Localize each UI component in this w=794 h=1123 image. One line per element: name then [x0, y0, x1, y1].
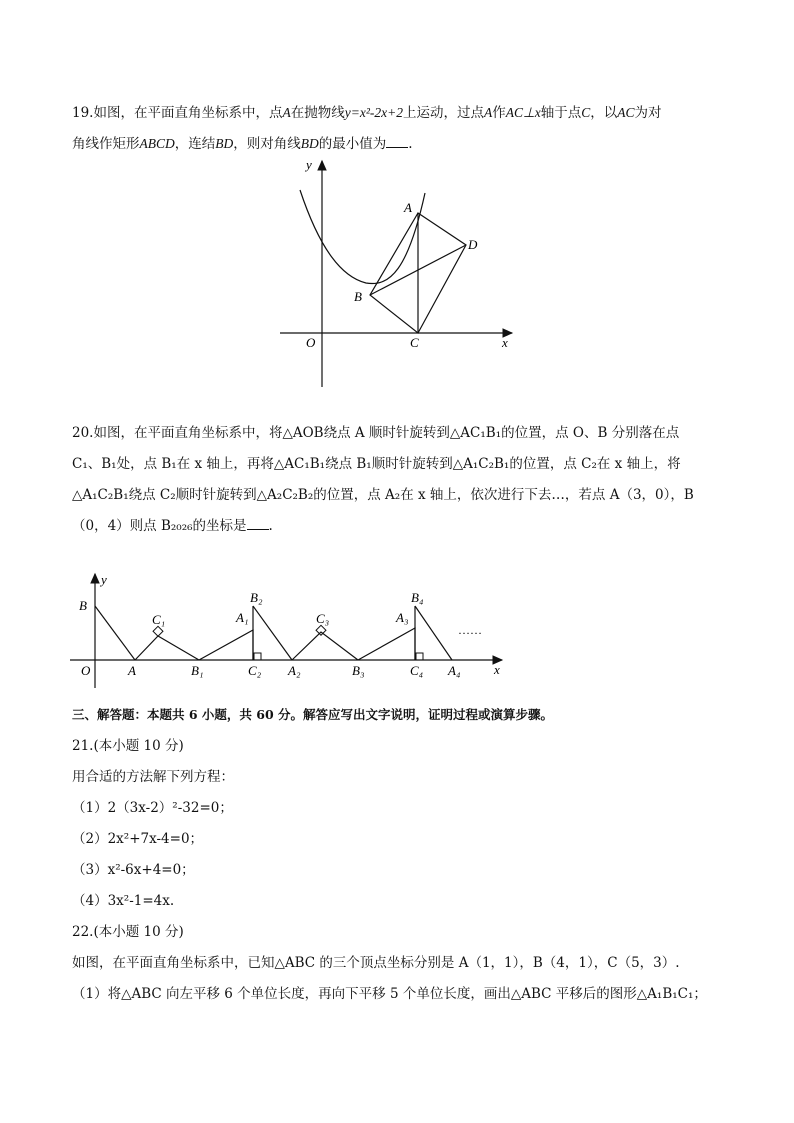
q21-item-3: （3）x²-6x+4=0； — [72, 862, 195, 878]
text: . — [268, 518, 273, 534]
q20-line-1: 20.如图，在平面直角坐标系中，将△AOB绕点 A 顺时针旋转到△AC₁B₁的位置，点 O、B 分别落在点 — [72, 425, 680, 441]
point-b2-label: B₂ — [250, 590, 263, 605]
q19-number: 19. — [72, 105, 94, 121]
right-angle-c3 — [316, 625, 326, 635]
section-3-heading: 三、解答题：本题共 6 小题，共 60 分。解答应写出文字说明，证明过程或演算步骤。 — [72, 707, 554, 722]
q20-figure — [70, 568, 510, 690]
point-a3-label: A₃ — [396, 610, 409, 625]
q22-line-1: 如图，在平面直角坐标系中，已知△ABC 的三个顶点坐标分别是 A（1，1），B（4，1），C（5，3）. — [72, 955, 680, 971]
point-c1-label: C₁ — [152, 612, 166, 627]
text: （0，4）则点 B₂₀₂₆的坐标是 — [72, 518, 247, 534]
q21-item-2: （2）2x²+7x-4=0； — [72, 831, 204, 847]
point-a4-label: A₄ — [448, 663, 461, 678]
triangle-ac1b1 — [135, 636, 199, 660]
text: 如图，在平面直角坐标系中，点 — [93, 105, 283, 121]
text: 角线作矩形 — [72, 136, 140, 152]
text: ，以 — [590, 105, 618, 121]
right-angle-c2 — [254, 653, 261, 660]
text: ，连结 — [174, 136, 216, 152]
text: . — [408, 136, 413, 152]
q19-line-1 — [72, 104, 662, 122]
text: 的最小值为 — [318, 136, 387, 152]
q22-line-2: （1）将△ABC 向左平移 6 个单位长度，再向下平移 5 个单位长度，画出△ABC 平移后的图形△A₁B₁C₁； — [72, 986, 707, 1002]
q19-line-2 — [72, 135, 413, 153]
triangle-a4c4b4 — [415, 606, 452, 660]
point-c4-label: C₄ — [410, 663, 424, 678]
q21-intro: 用合适的方法解下列方程： — [72, 769, 234, 785]
point-b3-label: B₃ — [352, 663, 365, 678]
segment-label: BD — [300, 136, 319, 151]
point-a-label: A — [128, 663, 136, 678]
point-c2-label: C₂ — [248, 663, 262, 678]
text: ，则对角线 — [233, 136, 301, 152]
triangle-a2c3b3 — [292, 632, 358, 660]
triangle-a3c4b3 — [358, 628, 415, 660]
continuation-dots: …… — [458, 623, 482, 637]
text: 为对 — [634, 105, 662, 121]
perpendicular-label: AC⊥x — [505, 105, 541, 120]
text: 作 — [492, 105, 506, 121]
origin-label: O — [81, 663, 91, 678]
point-d-label: D — [468, 237, 478, 252]
x-axis-label: x — [494, 662, 500, 677]
answer-blank — [247, 517, 269, 530]
q20-line-3: △A₁C₂B₁绕点 C₂顺时针旋转到△A₂C₂B₂的位置，点 A₂在 x 轴上，依次进行下去…，若点 A（3，0），B — [72, 487, 694, 503]
y-axis-label: y — [306, 157, 312, 172]
q20-line-4 — [72, 517, 273, 535]
text: 在抛物线 — [290, 105, 345, 121]
point-label: A — [282, 105, 291, 120]
text: 轴于点 — [540, 105, 582, 121]
y-axis-label: y — [101, 572, 107, 587]
segment-label: BD — [215, 136, 234, 151]
origin-label: O — [306, 335, 316, 350]
right-angle-c1 — [153, 626, 163, 636]
parabola-equation: y=x²-2x+2 — [344, 105, 403, 120]
triangle-a2c2b2 — [253, 606, 292, 660]
right-angle-c4 — [416, 653, 423, 660]
point-label: A — [483, 105, 493, 120]
point-a-label: A — [404, 200, 412, 215]
rectangle-label: ABCD — [139, 136, 175, 151]
q22-title: 22.(本小题 10 分) — [72, 924, 184, 940]
point-b1-label: B₁ — [191, 663, 204, 678]
point-a2-label: A₂ — [288, 663, 301, 678]
x-axis-label: x — [502, 335, 508, 350]
point-c3-label: C₃ — [316, 611, 330, 626]
point-c-label: C — [410, 335, 419, 350]
point-b4-label: B₄ — [411, 590, 424, 605]
triangle-a1c2b1 — [199, 630, 253, 660]
point-b-label: B — [79, 598, 87, 613]
triangle-aob — [95, 606, 135, 660]
q19-figure — [270, 155, 530, 395]
segment-label: AC — [617, 105, 635, 120]
point-label: C — [581, 105, 591, 120]
q21-item-4: （4）3x²-1=4x. — [72, 893, 175, 909]
q20-line-2: C₁、B₁处，点 B₁在 x 轴上，再将△AC₁B₁绕点 B₁顺时针旋转到△A₁C₂B₁的位置，点 C₂在 x 轴上，将 — [72, 456, 681, 472]
point-b-label: B — [354, 289, 362, 304]
q21-item-1: （1）2（3x-2）²-32=0； — [72, 800, 233, 816]
text: 上运动，过点 — [402, 105, 484, 121]
point-a1-label: A₁ — [236, 610, 249, 625]
answer-blank — [386, 135, 408, 148]
q21-title: 21.(本小题 10 分) — [72, 738, 184, 754]
